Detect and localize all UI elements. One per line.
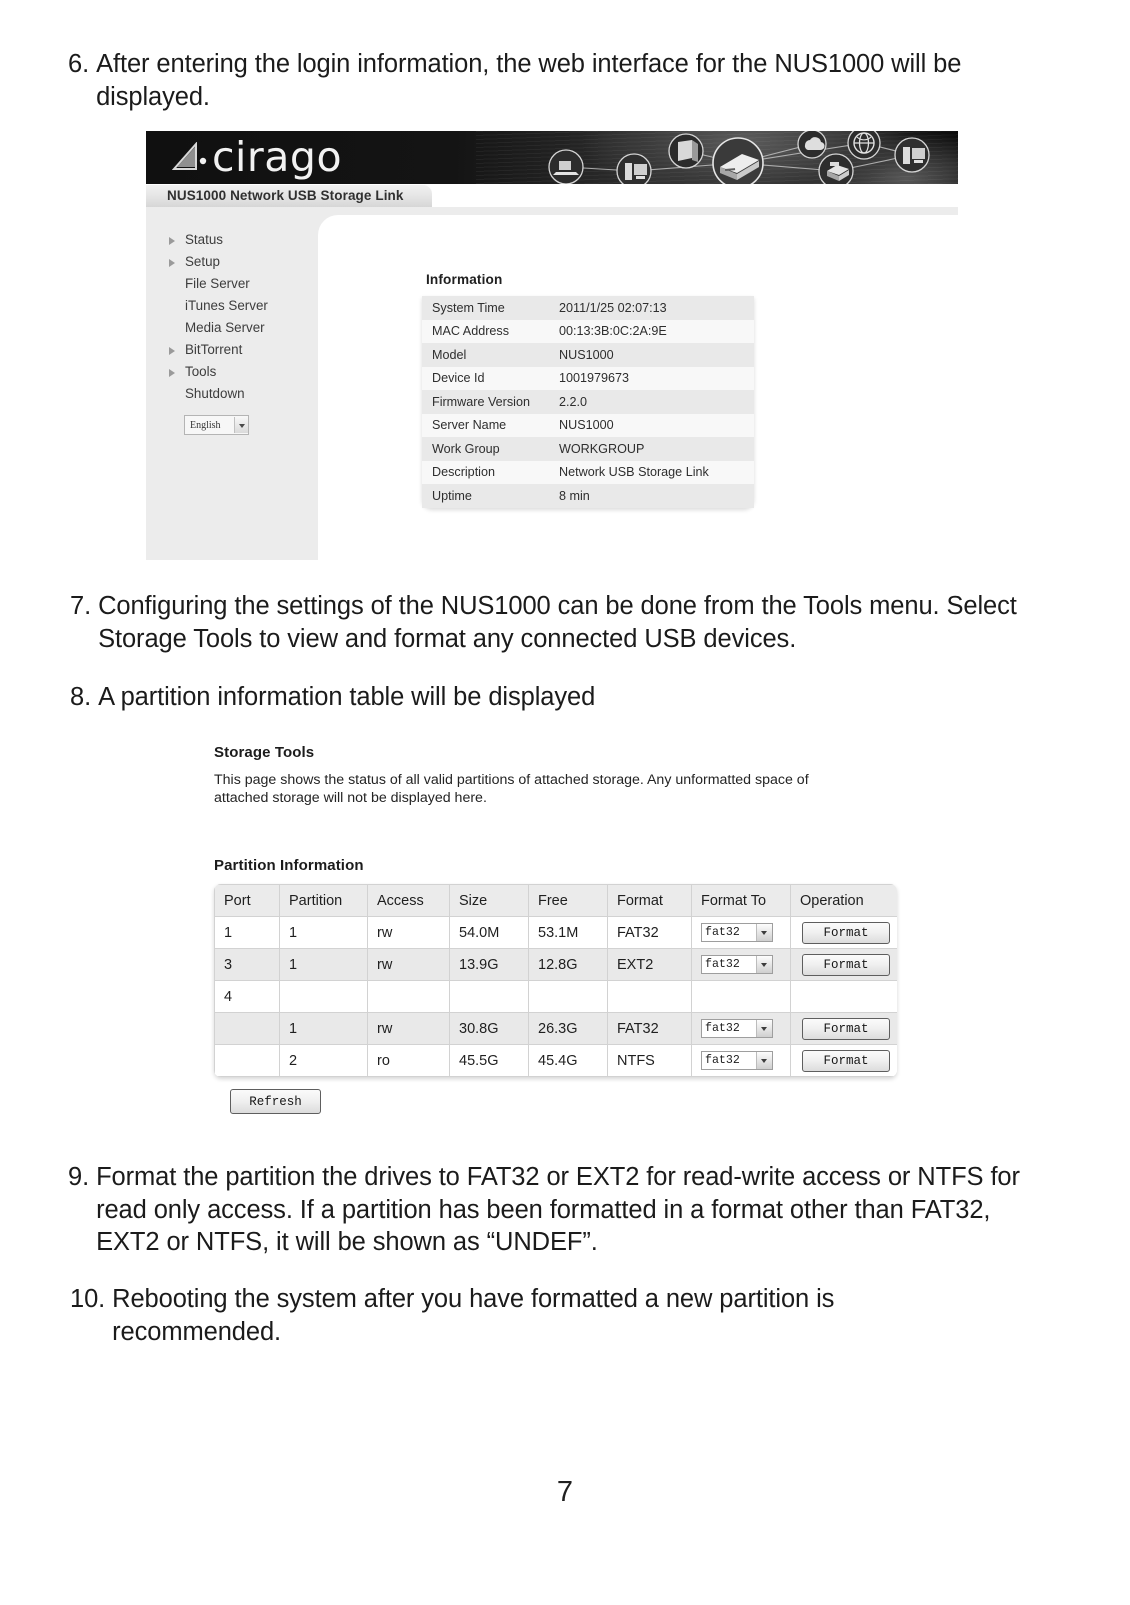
sidebar-item-itunes-server[interactable] <box>162 295 312 317</box>
cell-port: 3 <box>215 949 280 981</box>
laptop-icon <box>549 150 583 184</box>
nus1000-device-icon <box>713 138 763 184</box>
desktop-pc-icon <box>617 154 651 184</box>
table-row <box>215 1045 898 1077</box>
information-row <box>422 296 754 320</box>
sidebar-item-bittorrent[interactable] <box>162 339 312 361</box>
information-row-key: Firmware Version <box>432 394 530 409</box>
step-10-text: Rebooting the system after you have formatted a new partition is recommended. <box>112 1285 835 1346</box>
cell-port <box>215 1045 280 1077</box>
information-row-key: Description <box>432 465 495 480</box>
cell-free <box>529 981 608 1013</box>
cell-partition: 1 <box>280 917 368 949</box>
table-row <box>215 949 898 981</box>
cell-size: 30.8G <box>450 1013 529 1045</box>
sidebar-nav-list <box>162 229 312 405</box>
storage-tools-description: This page shows the status of all valid partitions of attached storage. Any unformatted space of attached storage will not be displayed here. <box>214 772 809 806</box>
webui-content-panel <box>318 215 958 560</box>
chevron-down-icon <box>756 924 772 941</box>
cell-port: 4 <box>215 981 280 1013</box>
format-button[interactable]: Format <box>802 1018 890 1040</box>
column-header-format: Format <box>608 885 692 917</box>
step-6 <box>68 48 1028 113</box>
sidebar-item-label: File Server <box>185 276 250 291</box>
network-topology-illustration <box>526 131 958 184</box>
webui-body <box>146 207 958 560</box>
information-row-key: System Time <box>432 300 505 315</box>
chevron-down-icon <box>234 417 248 433</box>
language-select-value: English <box>190 419 221 431</box>
information-row <box>422 414 754 438</box>
column-header-free: Free <box>529 885 608 917</box>
format-button[interactable]: Format <box>802 1050 890 1072</box>
sidebar-item-label: Setup <box>185 254 220 269</box>
information-row-value: 1001979673 <box>559 371 630 386</box>
sidebar-item-label: Shutdown <box>185 386 245 401</box>
cell-partition: 1 <box>280 1013 368 1045</box>
table-body <box>215 917 898 1077</box>
cell-free: 45.4G <box>529 1045 608 1077</box>
column-header-size: Size <box>450 885 529 917</box>
information-row-key: Model <box>432 347 467 362</box>
information-row <box>422 484 754 508</box>
nus1000-web-interface-figure <box>146 131 958 560</box>
step-6-number: 6. <box>68 50 90 78</box>
sidebar-item-status[interactable] <box>162 229 312 251</box>
format-to-select-value: fat32 <box>705 1022 740 1035</box>
sidebar-item-media-server[interactable] <box>162 317 312 339</box>
cell-format <box>608 981 692 1013</box>
cell-operation <box>791 1013 898 1045</box>
cirago-logo-text: cirago <box>212 132 343 181</box>
cell-format: EXT2 <box>608 949 692 981</box>
cell-format-to <box>692 917 791 949</box>
information-row-value: NUS1000 <box>559 347 614 362</box>
information-row-key: Server Name <box>432 418 507 433</box>
format-button[interactable]: Format <box>802 922 890 944</box>
step-9 <box>68 1161 1053 1259</box>
webui-product-tab-label: NUS1000 Network USB Storage Link <box>167 188 404 203</box>
cell-format: FAT32 <box>608 1013 692 1045</box>
partition-information-table <box>214 884 897 1077</box>
network-cloud-icon <box>798 131 826 158</box>
cell-partition: 2 <box>280 1045 368 1077</box>
storage-tools-figure <box>208 736 908 1120</box>
table-row <box>215 1013 898 1045</box>
cell-format-to <box>692 949 791 981</box>
step-7-number: 7. <box>70 592 92 620</box>
information-row-key: Device Id <box>432 371 485 386</box>
information-row-value: 2.2.0 <box>559 394 588 409</box>
information-row-value: 2011/1/25 02:07:13 <box>559 300 667 315</box>
cell-size: 13.9G <box>450 949 529 981</box>
sidebar-item-label: iTunes Server <box>185 298 268 313</box>
cell-partition: 1 <box>280 949 368 981</box>
format-to-select[interactable] <box>701 955 773 974</box>
format-to-select-value: fat32 <box>705 1054 740 1067</box>
sidebar-item-label: Media Server <box>185 320 265 335</box>
format-to-select-value: fat32 <box>705 958 740 971</box>
workstation-icon <box>895 138 929 172</box>
sidebar-item-tools[interactable] <box>162 361 312 383</box>
printer-icon <box>819 154 853 184</box>
information-row-key: Work Group <box>432 441 500 456</box>
column-header-port: Port <box>215 885 280 917</box>
column-header-format-to: Format To <box>692 885 791 917</box>
format-to-select[interactable] <box>701 1019 773 1038</box>
cell-size <box>450 981 529 1013</box>
cell-operation <box>791 949 898 981</box>
cirago-logo <box>172 132 343 181</box>
cell-partition <box>280 981 368 1013</box>
partition-information-title: Partition Information <box>214 857 364 874</box>
format-to-select[interactable] <box>701 923 773 942</box>
sidebar-item-shutdown[interactable] <box>162 383 312 405</box>
cell-size: 54.0M <box>450 917 529 949</box>
table-row <box>215 981 898 1013</box>
step-8-number: 8. <box>70 683 92 711</box>
sidebar-item-setup[interactable] <box>162 251 312 273</box>
cell-port <box>215 1013 280 1045</box>
sidebar-item-label: Tools <box>185 364 217 379</box>
column-header-access: Access <box>368 885 450 917</box>
cell-format-to <box>692 981 791 1013</box>
step-10 <box>70 1283 1010 1348</box>
information-row-value: Network USB Storage Link <box>559 465 709 480</box>
chevron-down-icon <box>756 1052 772 1069</box>
information-row <box>422 367 754 391</box>
information-row <box>422 320 754 344</box>
cell-access: rw <box>368 1013 450 1045</box>
sidebar-item-label: Status <box>185 232 223 247</box>
cell-format-to <box>692 1013 791 1045</box>
storage-tools-title: Storage Tools <box>214 744 315 761</box>
cell-format-to <box>692 1045 791 1077</box>
information-row <box>422 343 754 367</box>
cell-free: 12.8G <box>529 949 608 981</box>
information-row-value: WORKGROUP <box>559 441 645 456</box>
page-number: 7 <box>556 1476 574 1508</box>
format-button[interactable]: Format <box>802 954 890 976</box>
webui-sidebar <box>146 207 318 560</box>
webui-product-tab <box>146 184 432 207</box>
cell-operation <box>791 1045 898 1077</box>
cell-access: rw <box>368 917 450 949</box>
step-7 <box>70 590 1020 655</box>
information-heading: Information <box>426 272 503 287</box>
cell-access <box>368 981 450 1013</box>
information-row <box>422 437 754 461</box>
table-header-row <box>215 885 898 917</box>
information-row-value: NUS1000 <box>559 418 614 433</box>
information-table <box>422 296 754 508</box>
cell-format: NTFS <box>608 1045 692 1077</box>
step-8 <box>70 681 1020 714</box>
chevron-down-icon <box>756 1020 772 1037</box>
table-row <box>215 917 898 949</box>
column-header-partition: Partition <box>280 885 368 917</box>
information-row-value: 00:13:3B:0C:2A:9E <box>559 324 667 339</box>
cell-operation <box>791 917 898 949</box>
partition-information-table-wrapper <box>214 884 897 1077</box>
webui-banner <box>146 131 958 184</box>
step-10-number: 10. <box>70 1285 106 1313</box>
step-9-number: 9. <box>68 1163 90 1191</box>
cell-format: FAT32 <box>608 917 692 949</box>
cell-free: 53.1M <box>529 917 608 949</box>
information-row-value: 8 min <box>559 488 590 503</box>
cell-size: 45.5G <box>450 1045 529 1077</box>
cirago-logo-mark-icon <box>172 142 210 173</box>
column-header-operation: Operation <box>791 885 898 917</box>
sidebar-item-label: BitTorrent <box>185 342 243 357</box>
step-6-text: After entering the login information, the web interface for the NUS1000 will be displayed. <box>96 50 962 111</box>
information-row-key: MAC Address <box>432 324 509 339</box>
language-select[interactable] <box>184 415 249 435</box>
step-8-text: A partition information table will be displayed <box>98 683 596 711</box>
format-to-select[interactable] <box>701 1051 773 1070</box>
globe-icon <box>848 131 880 159</box>
sidebar-item-file-server[interactable] <box>162 273 312 295</box>
cell-operation <box>791 981 898 1013</box>
step-9-text: Format the partition the drives to FAT32 or EXT2 for read-write access or NTFS for read only access. If a partition has been formatted in a format other than FAT32, EXT2 or NTFS, it will be shown as “UNDEF”. <box>96 1163 1020 1257</box>
cell-access: rw <box>368 949 450 981</box>
cell-port: 1 <box>215 917 280 949</box>
information-row-key: Uptime <box>432 488 472 503</box>
cell-free: 26.3G <box>529 1013 608 1045</box>
media-device-icon <box>669 134 703 168</box>
information-row <box>422 461 754 485</box>
information-row <box>422 390 754 414</box>
chevron-down-icon <box>756 956 772 973</box>
cell-access: ro <box>368 1045 450 1077</box>
refresh-button[interactable]: Refresh <box>230 1089 321 1114</box>
step-7-text: Configuring the settings of the NUS1000 can be done from the Tools menu. Select Storage Tools to view and format any connected USB devices. <box>98 592 1017 653</box>
format-to-select-value: fat32 <box>705 926 740 939</box>
